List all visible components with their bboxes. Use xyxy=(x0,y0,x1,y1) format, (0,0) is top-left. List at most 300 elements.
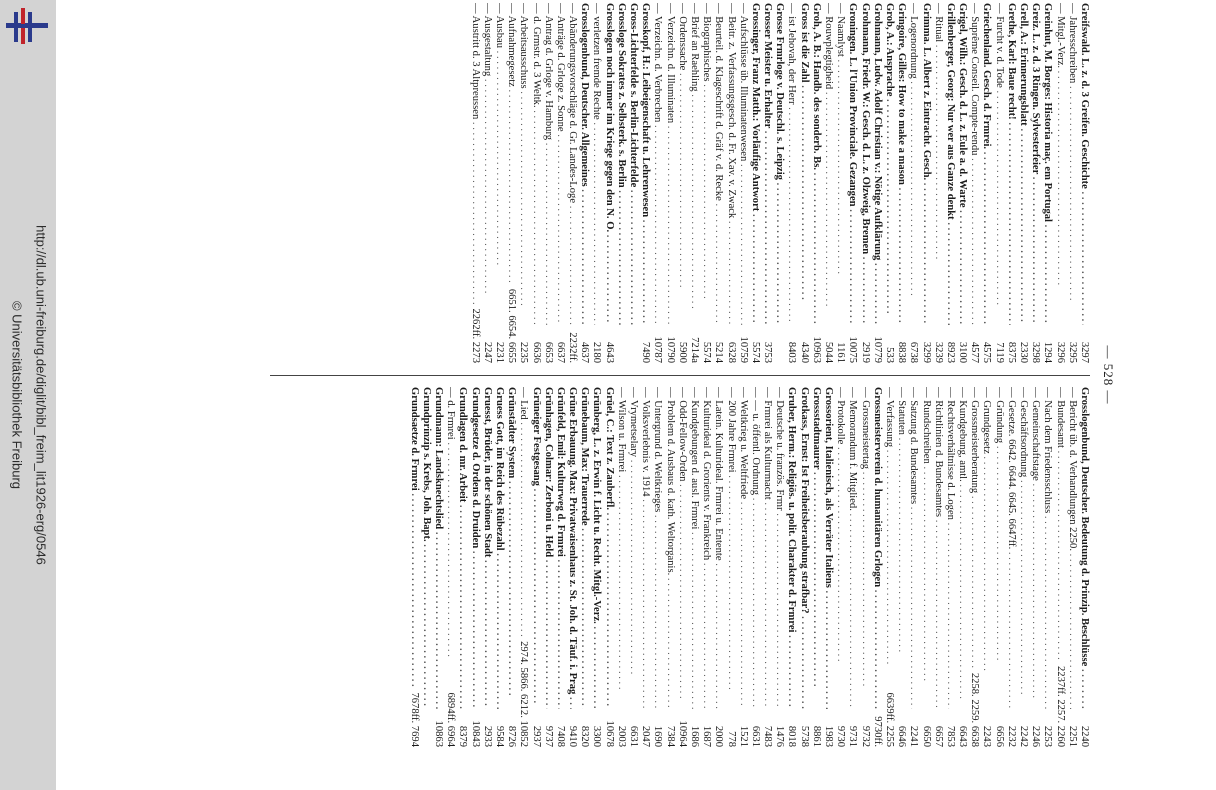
index-reference-number: 1983 xyxy=(823,725,835,747)
index-reference-number: 3753 xyxy=(762,341,774,363)
index-entry xyxy=(834,387,846,747)
index-term: Grosse Frmrloge v. Deutschl. s. Leipzig . . . xyxy=(773,3,785,325)
index-entry xyxy=(761,3,773,363)
index-reference-number: 1690 xyxy=(652,725,664,747)
index-entry xyxy=(651,3,663,363)
index-term: — Kulturideal d. Grorients v. Frankreich . . . xyxy=(700,387,712,709)
index-reference-number: 7483 xyxy=(762,725,774,747)
index-reference-number: 6646 xyxy=(896,725,908,747)
index-term: Grosser Meister u. Erhalter . . . xyxy=(761,3,773,325)
index-term: Gross ist die Zahl . . . xyxy=(798,3,810,325)
index-entry xyxy=(907,3,919,363)
index-term: — Verfassung . . . xyxy=(883,387,895,688)
index-entry xyxy=(919,387,931,747)
copyright-notice: © Universitätsbibliothek Freiburg xyxy=(9,300,25,490)
index-reference-number: 7853 xyxy=(944,725,956,747)
index-term: Greinhut, M. Borges: Historia maç. em Portugal . . . xyxy=(1041,3,1053,325)
index-entry xyxy=(895,3,907,363)
index-reference-number: 2232 xyxy=(1005,725,1017,747)
index-entry xyxy=(420,387,432,747)
index-reference-number: 6639ff. 2255 xyxy=(884,692,895,747)
index-entry xyxy=(505,387,517,747)
index-entry xyxy=(773,387,785,747)
index-entry xyxy=(481,3,493,363)
index-reference-number: 5044 xyxy=(823,341,835,363)
index-term: — Gesetze. 6642. 6644. 6645. 6647ff. . . . xyxy=(1005,387,1017,709)
index-term: — Ausgestaltung . . . xyxy=(481,3,493,325)
index-reference-number: 2974. 5866. 6212. 10852 xyxy=(518,641,530,747)
page-number: — 528 — xyxy=(1101,345,1116,405)
index-reference-number: 1294 xyxy=(1042,341,1054,363)
index-term: — Nach dem Friedensschluss . . . xyxy=(1041,387,1053,709)
index-entry xyxy=(603,3,615,363)
index-reference-number: 2240 xyxy=(1079,725,1090,747)
index-term: — Gründung . . . xyxy=(993,387,1005,709)
index-reference-number: 9410 xyxy=(567,725,579,747)
index-entry xyxy=(663,3,675,363)
index-reference-number: 7384 xyxy=(664,725,676,747)
index-reference-number: 6637 xyxy=(554,341,566,363)
index-entry xyxy=(1078,3,1090,363)
index-entry xyxy=(542,387,554,747)
index-entry xyxy=(468,387,480,747)
index-term: — Grundgesetz . . . xyxy=(980,387,992,709)
index-entry xyxy=(712,3,724,363)
index-reference-number: 7119 xyxy=(993,342,1005,363)
index-term: — Frmrei als Kulturmacht . . . xyxy=(761,387,773,709)
index-entry xyxy=(529,387,541,747)
index-reference-number: 2253 xyxy=(1042,725,1054,747)
index-term: Grossinger, Franz Matth.: Vorläufige Antwort . . . xyxy=(749,3,761,325)
index-term: — Ordenssache . . . xyxy=(676,3,688,325)
index-reference-number: 6894ff. 6964 xyxy=(445,692,457,747)
index-reference-number: 2919 xyxy=(859,341,871,363)
index-term: Grundsaetze d. Frmrei . . . xyxy=(408,387,420,688)
index-term: — Biographisches . . . xyxy=(700,3,712,325)
index-reference-number: 1161 xyxy=(835,342,847,363)
index-entry xyxy=(737,3,749,363)
index-reference-number: 6651. 6654. 6655 xyxy=(506,288,518,363)
index-reference-number: 8375 xyxy=(1005,341,1017,363)
index-term: Grosslogenbund, Deutscher. Allgemeines . . . xyxy=(578,3,590,325)
index-entry xyxy=(968,3,980,363)
index-reference-number: 8018 xyxy=(786,725,798,747)
index-reference-number: 2262ff. 2273 xyxy=(469,308,481,363)
index-term: — Gemeinschaftstage . . . xyxy=(1029,387,1041,709)
index-reference-number: 1521 xyxy=(737,725,749,747)
index-entry xyxy=(749,3,761,363)
index-reference-number: 10787 xyxy=(652,336,664,363)
index-entry xyxy=(639,3,651,363)
index-entry xyxy=(785,387,797,747)
index-entry xyxy=(517,3,529,363)
index-reference-number: 2246 xyxy=(1030,725,1042,747)
index-reference-number: 2180 xyxy=(591,341,603,363)
index-reference-number: 2247 xyxy=(481,341,493,363)
index-term: — Vrymetselary . . . xyxy=(627,387,639,709)
index-term: — Deutsche u. französ. Frmr . . . xyxy=(773,387,785,709)
index-term: Grohmann, Friedr. W.: Gesch. d. L. z. Ölzweig, Bremen . . . xyxy=(858,3,870,325)
index-entry xyxy=(566,387,578,747)
index-term: Grotkass, Ernst: Ist Freiheitsberaubung strafbar? . . . xyxy=(798,387,810,709)
index-term: Grüel, C.: Text z. Zauberfl. . . . xyxy=(603,387,615,709)
index-term: Grüneiger Festgesang . . . xyxy=(529,387,541,709)
index-term: — d. Frmrei . . . xyxy=(444,387,456,688)
index-reference-number: 8379 xyxy=(457,725,469,747)
index-term: — Kundgebung, amtl. . . . xyxy=(956,387,968,709)
index-reference-number: 3299 xyxy=(920,341,932,363)
index-entry xyxy=(1041,387,1053,747)
index-term: — Kundgebungen d. ausl. Frmrei . . . xyxy=(688,387,700,709)
index-column-right xyxy=(240,387,1090,747)
index-reference-number: 10759 xyxy=(737,336,749,363)
index-term: Groh, A. B.: Handb. des sonderb. Bs. . . . xyxy=(810,3,822,325)
index-entry xyxy=(505,3,517,363)
index-term: Gruess Gott, im Reich des Rübezahl . . . xyxy=(493,387,505,709)
index-reference-number: 4643 xyxy=(603,341,615,363)
index-term: — Bundesamt . . . xyxy=(1053,387,1065,662)
index-reference-number: 8320 xyxy=(579,725,591,747)
index-entry xyxy=(700,387,712,747)
index-reference-number: 6636 xyxy=(530,341,542,363)
index-term: — Untergrund d. Weltkrieges . . . xyxy=(651,387,663,709)
index-entry xyxy=(700,3,712,363)
index-entry xyxy=(456,387,468,747)
index-entry xyxy=(1053,3,1065,363)
index-entry xyxy=(932,3,944,363)
index-term: — Ritual . . . xyxy=(932,3,944,325)
index-term: — Austritt d. 3 Altpreussen . . . xyxy=(468,3,480,304)
index-entry xyxy=(712,387,724,747)
index-term: Grell, A.: Erinnerungsblatt . . . xyxy=(1017,3,1029,325)
index-reference-number: 2237ff. 2257. 2260 xyxy=(1054,665,1066,747)
index-entry xyxy=(1041,3,1053,363)
index-term: — 200 Jahre Frmrei . . . xyxy=(724,387,736,709)
index-entry xyxy=(468,3,480,363)
index-term: Greiz. L. z. d. 3 Ringen. Sylvesterfeier . . . xyxy=(1029,3,1041,325)
index-reference-number: 9584 xyxy=(494,725,505,747)
index-entry xyxy=(810,3,822,363)
index-entry xyxy=(1066,387,1078,747)
index-reference-number: 3296 xyxy=(1054,341,1066,363)
index-term: Grundprinzip s. Krebs, Joh. Bapt. . . . xyxy=(420,387,432,709)
index-entry xyxy=(956,387,968,747)
index-reference-number xyxy=(773,325,785,363)
index-reference-number: 10790 xyxy=(664,336,676,363)
index-reference-number: 3100 xyxy=(957,341,969,363)
index-term: — Rouwplegtigheid . . . xyxy=(822,3,834,325)
index-reference-number: 10863 xyxy=(433,720,445,747)
index-term: Grundmann: Landsknechtslied . . . xyxy=(432,387,444,709)
index-term: — Rechtsverhältnisse d. Logen . . . xyxy=(944,387,956,709)
index-reference-number: 5574 xyxy=(701,341,713,363)
index-entry xyxy=(663,387,675,747)
index-entry xyxy=(676,387,688,747)
index-reference-number: 2231 xyxy=(494,341,505,363)
index-entry xyxy=(529,3,541,363)
index-entry xyxy=(858,387,870,747)
index-term: — Beitr. z. Verfassungsgesch. d. Fr. Xav. v. Zwack . . . xyxy=(724,3,736,325)
index-entry xyxy=(1005,387,1017,747)
index-reference-number: 2232ff. xyxy=(567,332,579,363)
index-reference-number xyxy=(615,325,627,363)
index-entry xyxy=(773,3,785,363)
index-reference-number: 2235 xyxy=(518,341,530,363)
index-reference-number: 2258. 2259. 6638 xyxy=(969,672,981,747)
index-term: Grosslogenbund, Deutscher. Bedeutung d. Prinzip. Beschlüsse . . . xyxy=(1078,387,1090,709)
index-reference-number: 4575 xyxy=(981,341,993,363)
index-reference-number: 3300 xyxy=(591,725,603,747)
index-term: Grundlagen d. mr. Arbeit . . . xyxy=(456,387,468,709)
index-reference-number: 4637 xyxy=(579,341,591,363)
index-reference-number: 9731 xyxy=(847,725,859,747)
index-term: Grimma. L. Albert z. Eintracht. Gesch. . . . xyxy=(919,3,931,325)
index-term: — Odd-Fellow-Orden . . . xyxy=(676,387,688,709)
index-reference-number: 1687 xyxy=(701,725,713,747)
index-entry xyxy=(1078,387,1090,747)
index-reference-number: 8726 xyxy=(506,725,518,747)
index-reference-number: 2243 xyxy=(981,725,993,747)
index-entry xyxy=(968,387,980,747)
index-term: — Bericht üb. d. Verhandlungen 2250. . . . xyxy=(1066,387,1078,709)
index-term: — Aufschlüsse üb. Illuminatenwesen . . . xyxy=(737,3,749,325)
index-entry xyxy=(822,3,834,363)
index-reference-number: 5900 xyxy=(676,341,688,363)
index-reference-number xyxy=(420,709,432,747)
index-term: — Suprême Conseil. Compte-rendu . . . xyxy=(968,3,980,325)
index-term: Grünstädter System . . . xyxy=(505,387,517,709)
index-term: Gruesst, Brüder, in der schönen Stadt . . . xyxy=(481,387,493,709)
index-term: — Furcht v. d. Tode . . . xyxy=(993,3,1005,325)
index-term: — Aufnahmegesetz . . . xyxy=(505,3,517,285)
index-reference-number: 3295 xyxy=(1066,341,1078,363)
index-entry xyxy=(1017,3,1029,363)
index-entry xyxy=(871,3,883,363)
index-term: — Rundschreiben . . . xyxy=(919,387,931,709)
index-term: — Geschäftsordnung . . . xyxy=(1017,387,1029,709)
index-entry xyxy=(883,3,895,363)
index-reference-number: 2937 xyxy=(530,725,542,747)
index-entry xyxy=(871,387,883,747)
index-reference-number: 6631 xyxy=(628,725,640,747)
index-term: Grethe, Karl: Baue recht! . . . xyxy=(1005,3,1017,325)
index-reference-number: 10963 xyxy=(810,336,822,363)
index-reference-number: 8861 xyxy=(810,725,822,747)
index-reference-number xyxy=(627,325,639,363)
index-entry xyxy=(651,387,663,747)
index-entry xyxy=(676,3,688,363)
index-term: Greifswald. L. z. d. 3 Greifen. Geschichte . . . xyxy=(1078,3,1090,325)
index-entry xyxy=(1053,387,1065,747)
index-term: Grosslogen noch immer im Kriege gegen den N. O. . . . xyxy=(603,3,615,325)
index-term: Grundgesetze d. Ordens d. Druiden . . . xyxy=(468,387,480,709)
index-entry xyxy=(919,3,931,363)
index-reference-number: 10779 xyxy=(871,336,883,363)
index-entry xyxy=(761,387,773,747)
index-term: Gringoire, Gilles: How to make a mason . . . xyxy=(895,3,907,325)
index-term: — verletzen fremde Rechte . . . xyxy=(590,3,602,325)
index-term: — Anträge d. Grloge z. Sonne . . . xyxy=(554,3,566,325)
index-entry xyxy=(993,3,1005,363)
index-term: Grob, A.: Ansprache . . . xyxy=(883,3,895,325)
index-term: — Brief an Raehling . . . xyxy=(688,3,700,325)
index-entry xyxy=(688,3,700,363)
index-entry xyxy=(810,387,822,747)
index-entry xyxy=(956,3,968,363)
index-term: Grüne Erbauung. Max: Privatwaisenhaus z. St. Joh. d. Täuf. i. Prag . . . xyxy=(566,387,578,709)
index-reference-number: 7678ff. 7694 xyxy=(408,692,420,747)
index-term: — Grossmeisterberatung . . . xyxy=(968,387,980,669)
index-reference-number: 6657 xyxy=(932,725,944,747)
index-reference-number: 4340 xyxy=(798,341,810,363)
index-reference-number: 6650 xyxy=(920,725,932,747)
index-entry xyxy=(517,387,529,747)
index-term: — Beurteil. d. Klageschrift d. Gräf v. d. Recke . . . xyxy=(712,3,724,325)
index-entry xyxy=(834,3,846,363)
index-reference-number: 10678 xyxy=(603,720,615,747)
index-term: — Logenordnung . . . xyxy=(907,3,919,325)
index-term: — Abänderungsvorschläge d. Gr. Landes-Loge . . . xyxy=(566,3,578,325)
index-reference-number: 2003 xyxy=(615,725,627,747)
index-entry xyxy=(542,3,554,363)
index-entry xyxy=(895,387,907,747)
index-entry xyxy=(822,387,834,747)
index-term: — Problem d. Ausbaus d. kath. Weltorganis. . . . xyxy=(663,387,675,709)
index-reference-number: 1476 xyxy=(774,725,786,747)
index-entry xyxy=(627,387,639,747)
index-reference-number: 10843 xyxy=(469,720,481,747)
index-reference-number: 5738 xyxy=(798,725,810,747)
index-reference-number: 2047 xyxy=(640,725,652,747)
index-term: — Antrag d. Grloge v. Hamburg . . . xyxy=(542,3,554,325)
index-entry xyxy=(639,387,651,747)
index-reference-number: 2251 xyxy=(1066,725,1078,747)
index-reference-number: 8923 xyxy=(944,341,956,363)
index-entry xyxy=(1029,3,1041,363)
index-term: Grossloge Sokrates z. Selbsterk. s. Berlin . . . xyxy=(615,3,627,325)
index-entry xyxy=(493,3,505,363)
index-reference-number: 10964 xyxy=(676,720,688,747)
index-term: — Ausbau . . . xyxy=(493,3,505,325)
index-reference-number: 2933 xyxy=(481,725,493,747)
index-entry xyxy=(944,387,956,747)
index-term: — Volksverlebnis v. 1914 . . . xyxy=(639,387,651,709)
index-reference-number: 4577 xyxy=(969,341,981,363)
index-column-left xyxy=(240,3,1090,363)
index-entry xyxy=(980,3,992,363)
index-term: — Weltkrieg u. Weltfriede . . . xyxy=(737,387,749,709)
index-reference-number: 10075 xyxy=(847,336,859,363)
index-reference-number: 533 xyxy=(884,347,895,363)
index-term: — Latein. Kulturideal. Frmrei u. Entente . . . xyxy=(712,387,724,709)
index-entry xyxy=(615,387,627,747)
index-entry xyxy=(590,3,602,363)
index-entry xyxy=(1005,3,1017,363)
index-entry xyxy=(858,3,870,363)
index-entry xyxy=(493,387,505,747)
index-entry xyxy=(590,387,602,747)
index-reference-number: 2241 xyxy=(908,725,920,747)
index-term: — Lied . . . xyxy=(517,387,529,637)
index-entry xyxy=(481,387,493,747)
index-entry xyxy=(883,387,895,747)
column-divider xyxy=(270,375,1090,376)
index-term: Grünhagen, Colmar: Zerboni u. Held . . . xyxy=(542,387,554,709)
index-reference-number: 6631 xyxy=(749,725,761,747)
index-term: — Jahresschreiben . . . xyxy=(1066,3,1078,325)
viewer-sidebar xyxy=(0,0,56,790)
scanned-page xyxy=(230,0,1120,765)
index-reference-number: 2000 xyxy=(713,725,725,747)
index-entry xyxy=(785,3,797,363)
index-entry xyxy=(846,387,858,747)
index-reference-number: 3298 xyxy=(1030,341,1042,363)
index-reference-number: 9732 xyxy=(859,725,871,747)
index-reference-number: 6656 xyxy=(993,725,1005,747)
index-reference-number: 7408 xyxy=(554,725,566,747)
index-entry xyxy=(944,3,956,363)
ub-freiburg-logo-icon[interactable] xyxy=(4,6,50,46)
index-term: — Verzeichn. d. Illuminaten . . . xyxy=(663,3,675,325)
index-term: Gruber, Herm.: Religiös. u. polit. Charakter d. Frmrei . . . xyxy=(785,387,797,709)
index-term: Grigel, Wilh.: Gesch. d. L. z. Eule a. d. Warte . . . xyxy=(956,3,968,325)
index-reference-number: 778 xyxy=(725,731,737,747)
index-entry xyxy=(993,387,1005,747)
index-term: Grossorient, Italienisch, als Verräter Italiens . . . xyxy=(822,387,834,709)
index-term: Grünebaum, Max: Trauerrede . . . xyxy=(578,387,590,709)
index-entry xyxy=(1029,387,1041,747)
index-reference-number: 1686 xyxy=(689,725,700,747)
index-entry xyxy=(749,387,761,747)
index-entry xyxy=(724,3,736,363)
index-entry xyxy=(603,387,615,747)
index-term: — ist Jehovah, der Herr . . . xyxy=(785,3,797,325)
index-term: — — u. öffentl. Ordnung . . . xyxy=(749,387,761,709)
index-term: Grillenberger, Georg: Nur wer aus Ganze denkt . . . xyxy=(944,3,956,325)
index-term: — Richtlinien d. Bundesamtes . . . xyxy=(932,387,944,709)
index-reference-number: 9730ff. xyxy=(871,716,883,747)
index-entry xyxy=(724,387,736,747)
index-term: — Protokolle . . . xyxy=(834,387,846,709)
index-entry xyxy=(737,387,749,747)
index-entry xyxy=(444,387,456,747)
index-term: — Mitgl.-Verz. . . . xyxy=(1053,3,1065,325)
index-entry xyxy=(578,387,590,747)
index-reference-number: 3297 xyxy=(1079,341,1090,363)
document-url-link[interactable]: http://dl.ub.uni-freiburg.de/diglit/bibl_freim_lit1926-erg/0546 xyxy=(33,225,49,565)
index-reference-number: 9730 xyxy=(835,725,847,747)
index-term: — Satzung d. Bundesamtes . . . xyxy=(907,387,919,709)
index-entry xyxy=(615,3,627,363)
index-reference-number: 3239 xyxy=(932,341,944,363)
index-entry xyxy=(846,3,858,363)
index-reference-number: 7214a xyxy=(689,337,700,363)
index-reference-number: 8838 xyxy=(896,341,908,363)
index-reference-number: 9737 xyxy=(542,725,554,747)
index-entry xyxy=(688,387,700,747)
index-entry xyxy=(566,3,578,363)
index-term: Griechenland. Gesch. d. Frmrei. . . . xyxy=(980,3,992,325)
index-reference-number: 2330 xyxy=(1018,341,1030,363)
index-entry xyxy=(554,3,566,363)
index-term: — Naamlyst . . . xyxy=(834,3,846,325)
index-term: — Wilson u. Frmrei . . . xyxy=(615,387,627,709)
index-term: Grünberg, L. z. Erwin f. Licht u. Recht. Mitgl.-Verz. . . . xyxy=(590,387,602,709)
index-term: Grossmeisterverein d. humanitären Grlogen . . . xyxy=(871,387,883,709)
index-reference-number: 6643 xyxy=(957,725,969,747)
index-entry xyxy=(980,387,992,747)
index-term: Gross-Lichterfelde s. Berlin-Lichterfelde . . . xyxy=(627,3,639,325)
